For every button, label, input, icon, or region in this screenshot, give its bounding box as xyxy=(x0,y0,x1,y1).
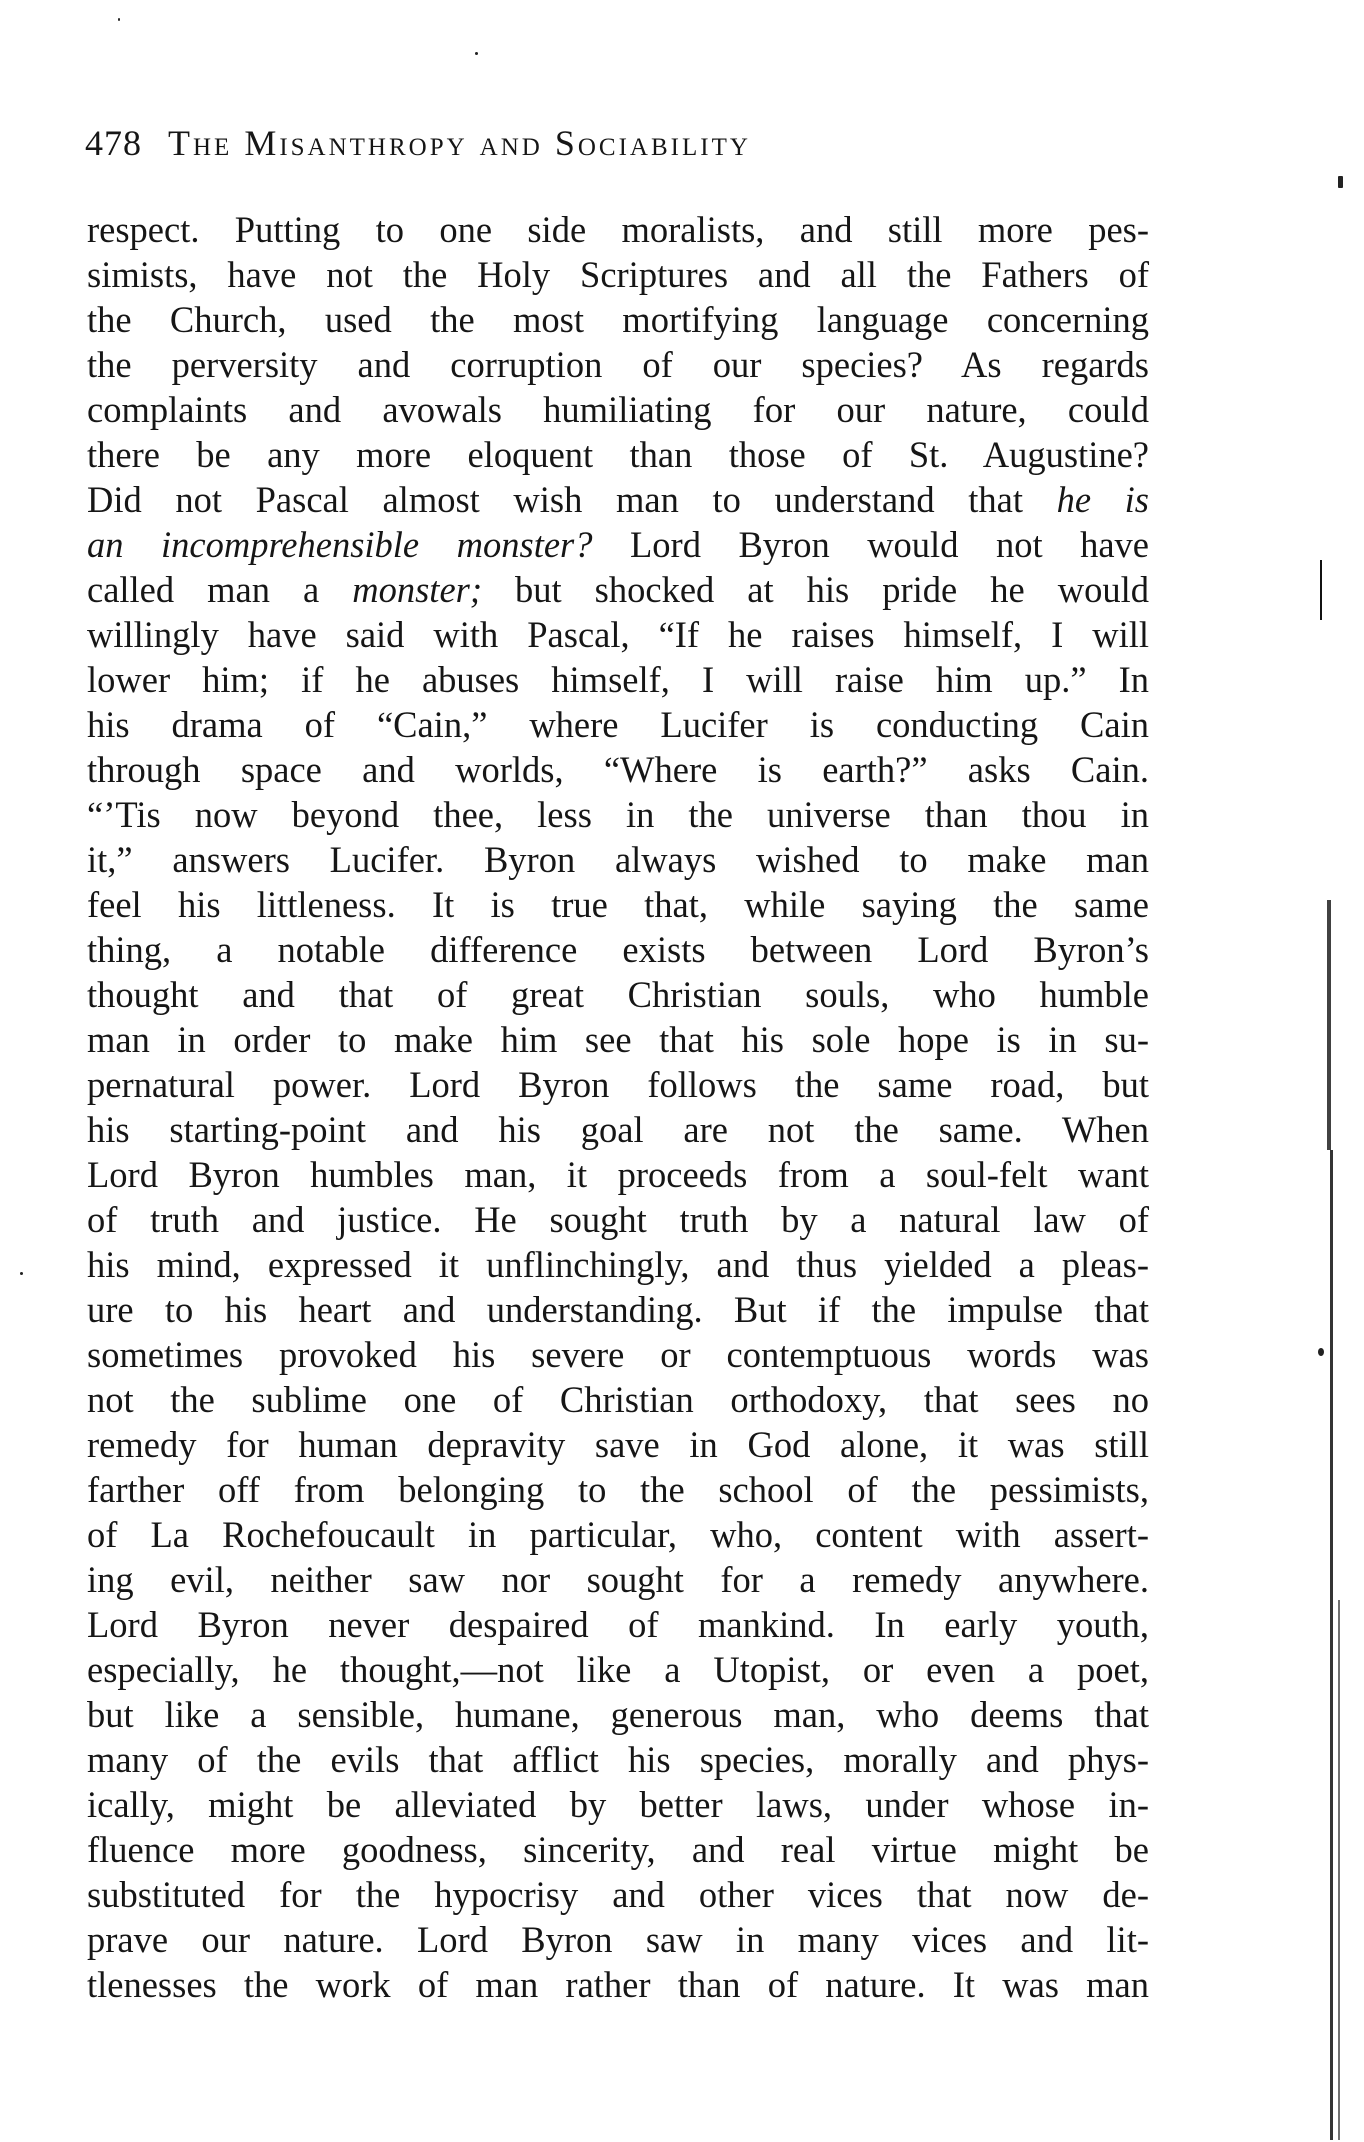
text-line: of La Rochefoucault in particular, who, content with assert- xyxy=(87,1514,1149,1555)
text-line: Lord Byron never despaired of mankind. In early youth, xyxy=(87,1604,1149,1645)
text-line: sometimes provoked his severe or contemptuous words was xyxy=(87,1334,1149,1375)
scan-speck xyxy=(475,52,478,55)
text-line: willingly have said with Pascal, “If he raises himself, I will xyxy=(87,614,1149,655)
text-line: his mind, expressed it unflinchingly, and thus yielded a pleas- xyxy=(87,1244,1149,1285)
text-line: simists, have not the Holy Scriptures and all the Fathers of xyxy=(87,254,1149,295)
text-line: farther off from belonging to the school of the pessimists, xyxy=(87,1469,1149,1510)
text-line-with-italic xyxy=(87,477,1149,522)
body-text xyxy=(87,207,1149,2007)
text-line-with-italic xyxy=(87,522,1149,567)
scan-speck xyxy=(118,18,120,21)
running-head xyxy=(85,118,1145,168)
text-line-fragment: but shocked at his pride he would xyxy=(515,569,1149,610)
text-line: the perversity and corruption of our species? As regards xyxy=(87,344,1149,385)
text-line-fragment: called man a xyxy=(87,569,320,610)
text-line: not the sublime one of Christian orthodoxy, that sees no xyxy=(87,1379,1149,1420)
italic-fragment: he is xyxy=(1056,479,1150,520)
scan-speck xyxy=(20,1272,23,1275)
text-line: feel his littleness. It is true that, while saying the same xyxy=(87,884,1149,925)
page-number: 478 xyxy=(85,123,142,163)
text-line: many of the evils that afflict his species, morally and phys- xyxy=(87,1739,1149,1780)
text-line: prave our nature. Lord Byron saw in many vices and lit- xyxy=(87,1919,1149,1960)
text-line: lower him; if he abuses himself, I will raise him up.” In xyxy=(87,659,1149,700)
text-line: especially, he thought,—not like a Utopist, or even a poet, xyxy=(87,1649,1149,1690)
text-line: “’Tis now beyond thee, less in the universe than thou in xyxy=(87,794,1149,835)
text-line-with-italic xyxy=(87,567,1149,612)
text-line: the Church, used the most mortifying language concerning xyxy=(87,299,1149,340)
text-line: tlenesses the work of man rather than of nature. It was man xyxy=(87,1964,1149,2005)
text-line: man in order to make him see that his sole hope is in su- xyxy=(87,1019,1149,1060)
text-line: through space and worlds, “Where is earth?” asks Cain. xyxy=(87,749,1149,790)
text-line: Lord Byron humbles man, it proceeds from a soul-felt want xyxy=(87,1154,1149,1195)
text-line: his drama of “Cain,” where Lucifer is conducting Cain xyxy=(87,704,1149,745)
text-line: it,” answers Lucifer. Byron always wished to make man xyxy=(87,839,1149,880)
text-line: ically, might be alleviated by better laws, under whose in- xyxy=(87,1784,1149,1825)
text-line: his starting-point and his goal are not the same. When xyxy=(87,1109,1149,1150)
text-line: thought and that of great Christian souls, who humble xyxy=(87,974,1149,1015)
scan-speck xyxy=(1318,1348,1324,1356)
scan-edge-mark xyxy=(1338,1600,1340,2140)
text-line: remedy for human depravity save in God alone, it was still xyxy=(87,1424,1149,1465)
running-title: The Misanthropy and Sociability xyxy=(168,123,751,163)
scan-edge-mark xyxy=(1327,900,1331,1150)
text-line: substituted for the hypocrisy and other vices that now de- xyxy=(87,1874,1149,1915)
text-line: thing, a notable difference exists between Lord Byron’s xyxy=(87,929,1149,970)
scan-edge-mark xyxy=(1330,1150,1333,2140)
text-line-fragment: Lord Byron would not have xyxy=(630,524,1149,565)
scan-speck xyxy=(1338,176,1343,188)
text-line: respect. Putting to one side moralists, and still more pes- xyxy=(87,209,1149,250)
text-line: pernatural power. Lord Byron follows the same road, but xyxy=(87,1064,1149,1105)
text-line: ure to his heart and understanding. But if the impulse that xyxy=(87,1289,1149,1330)
text-line: there be any more eloquent than those of St. Augustine? xyxy=(87,434,1149,475)
text-line: of truth and justice. He sought truth by a natural law of xyxy=(87,1199,1149,1240)
scan-edge-mark xyxy=(1320,560,1322,620)
text-line: fluence more goodness, sincerity, and real virtue might be xyxy=(87,1829,1149,1870)
text-line: complaints and avowals humiliating for our nature, could xyxy=(87,389,1149,430)
text-line-fragment: Did not Pascal almost wish man to understand that xyxy=(87,479,1023,520)
italic-fragment: monster; xyxy=(352,569,482,610)
text-line: but like a sensible, humane, generous man, who deems that xyxy=(87,1694,1149,1735)
text-line: ing evil, neither saw nor sought for a remedy anywhere. xyxy=(87,1559,1149,1600)
italic-fragment: an incomprehensible monster? xyxy=(87,524,593,565)
